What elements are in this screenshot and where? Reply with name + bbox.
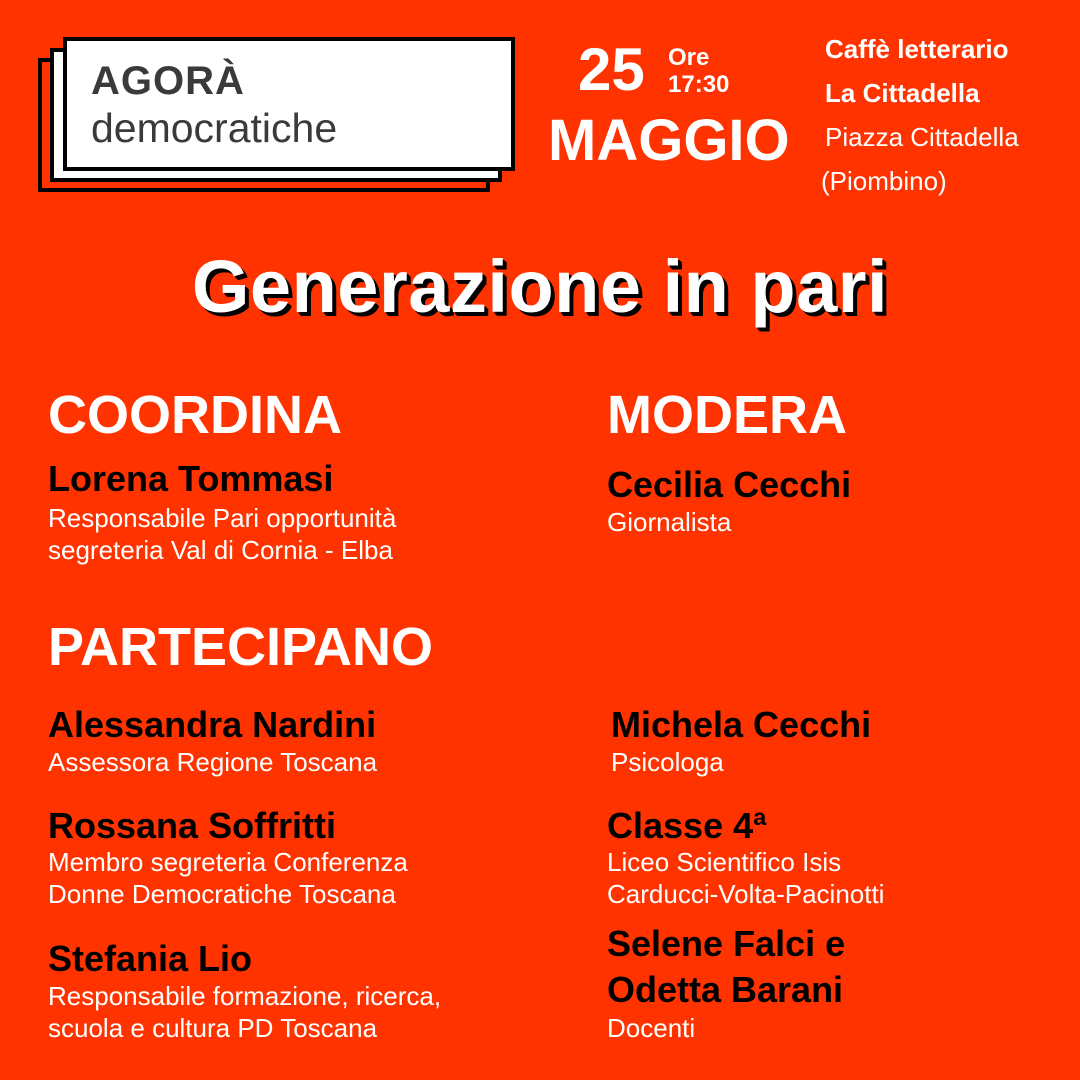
- logo-subtitle: democratiche: [91, 105, 338, 151]
- coordina-heading: COORDINA: [48, 385, 342, 445]
- participant-role: Docenti: [607, 1013, 696, 1043]
- modera-role: Giornalista: [607, 507, 732, 537]
- venue-line-1: Caffè letterario: [825, 34, 1009, 64]
- coordina-role-1: Responsabile Pari opportunità: [48, 503, 397, 533]
- participant-name: Classe 4ª: [607, 805, 767, 846]
- participant-role: Carducci-Volta-Pacinotti: [607, 879, 885, 909]
- participant-role: Assessora Regione Toscana: [48, 747, 378, 777]
- participant-role: Membro segreteria Conferenza: [48, 847, 408, 877]
- event-month: MAGGIO: [548, 108, 790, 173]
- participant-role: scuola e cultura PD Toscana: [48, 1013, 378, 1043]
- participant-role: Psicologa: [611, 747, 724, 777]
- event-day: 25: [578, 36, 645, 103]
- venue-line-3: Piazza Cittadella: [825, 122, 1019, 152]
- participant-role: Liceo Scientifico Isis: [607, 847, 842, 877]
- participant-name: Rossana Soffritti: [48, 805, 337, 846]
- venue-line-2: La Cittadella: [825, 78, 980, 108]
- logo-title: AGORÀ: [91, 59, 245, 103]
- participant-name: Michela Cecchi: [611, 704, 872, 745]
- venue-line-4: (Piombino): [821, 166, 947, 196]
- modera-heading: MODERA: [607, 385, 847, 445]
- partecipano-heading: PARTECIPANO: [48, 617, 434, 677]
- participant-role: Responsabile formazione, ricerca,: [48, 981, 442, 1011]
- coordina-name: Lorena Tommasi: [48, 458, 334, 499]
- logo-card-front: [63, 37, 515, 171]
- coordina-role-2: segreteria Val di Cornia - Elba: [48, 535, 393, 565]
- participant-role: Donne Democratiche Toscana: [48, 879, 396, 909]
- participant-name: Odetta Barani: [607, 969, 844, 1010]
- participant-name: Selene Falci e: [607, 923, 846, 964]
- event-time: 17:30: [668, 71, 730, 98]
- modera-name: Cecilia Cecchi: [607, 464, 852, 505]
- participant-name: Alessandra Nardini: [48, 704, 377, 745]
- participant-name: Stefania Lio: [48, 938, 253, 979]
- event-title: Generazione in pari: [191, 245, 889, 328]
- event-time-label: Ore: [668, 44, 710, 71]
